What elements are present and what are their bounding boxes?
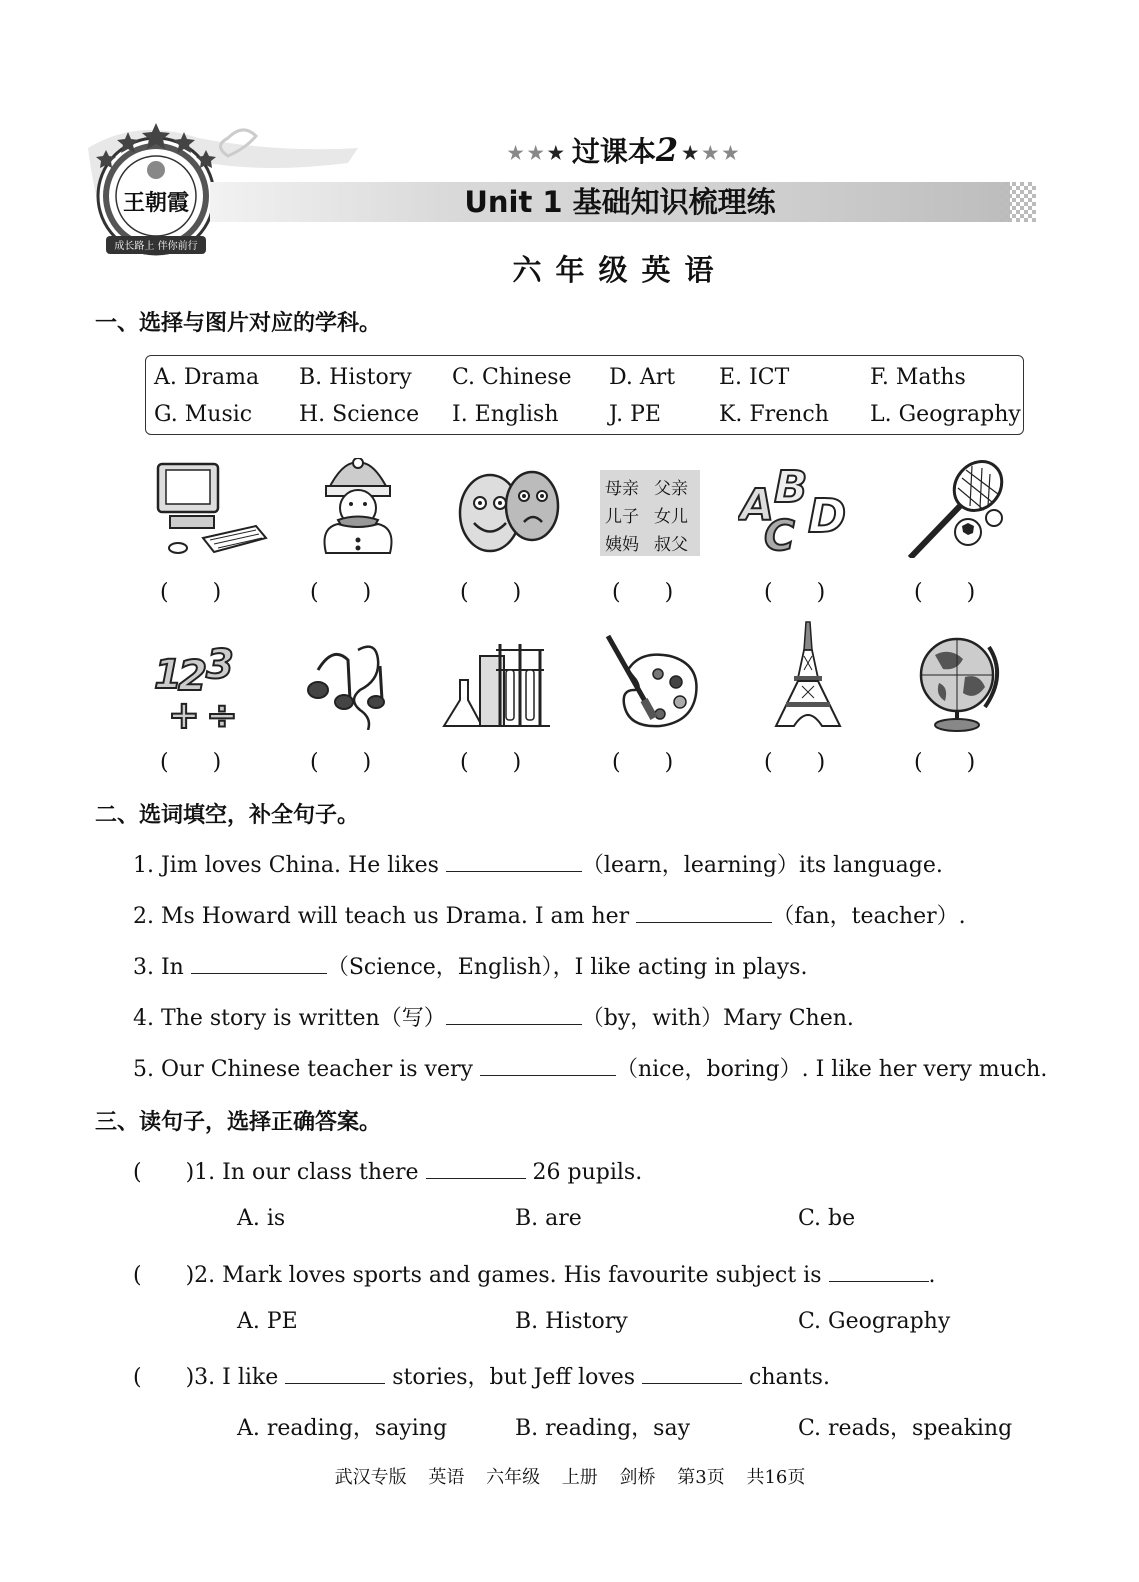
question-2: ( )2. Mark loves sports and games. His favourite subject is . <box>133 1258 936 1289</box>
letter-d: D <box>808 489 847 543</box>
answer-paren[interactable]: ( ) <box>764 580 826 605</box>
choice-a[interactable]: A. reading，saying <box>237 1416 448 1441</box>
option-d: D. Art <box>609 365 676 390</box>
option-i: I. English <box>452 402 559 427</box>
question-3: ( )3. I like stories，but Jeff loves chants. <box>133 1360 830 1391</box>
stars-left-icon: ★★ <box>507 143 548 164</box>
option-c: C. Chinese <box>452 365 572 390</box>
fill-sentence: 5. Our Chinese teacher is very （nice，boring）. I like her very much. <box>133 1052 1047 1083</box>
footer-page: 第3页 <box>677 1467 725 1488</box>
stars-right-icon: ★★ <box>702 143 743 164</box>
option-k: K. French <box>719 402 829 427</box>
fill-sentence: 1. Jim loves China. He likes （learn，learning）its language. <box>133 848 943 879</box>
digit-3: 3 <box>206 642 234 688</box>
answer-paren[interactable]: ( ) <box>133 1365 195 1390</box>
option-h: H. Science <box>299 402 420 427</box>
answer-blank[interactable] <box>285 1361 385 1384</box>
eiffel-tower-icon <box>748 620 868 720</box>
series-number: 2 <box>655 131 679 169</box>
science-lab-icon <box>440 630 560 730</box>
answer-blank[interactable] <box>426 1156 526 1179</box>
answer-paren[interactable]: ( ) <box>160 750 222 775</box>
option-l: L. Geography <box>870 402 1021 427</box>
answer-blank[interactable] <box>642 1361 742 1384</box>
tennis-racket-ball-icon <box>900 458 1020 558</box>
answer-paren[interactable]: ( ) <box>460 580 522 605</box>
card-word: 女儿 <box>654 507 688 527</box>
series-label: ★★★ 过课本2 ★★★ <box>507 131 743 169</box>
banner-checker-decoration <box>1000 182 1036 222</box>
answer-paren[interactable]: ( ) <box>764 750 826 775</box>
answer-blank[interactable] <box>829 1259 929 1282</box>
numbers-math-icon <box>148 630 268 730</box>
unit-title: Unit 1 基础知识梳理练 <box>464 185 776 219</box>
grade-subject: 六年级英语 <box>512 253 728 287</box>
series-text: 过课本 <box>571 135 656 168</box>
card-word: 姨妈 <box>605 535 639 555</box>
answer-blank[interactable] <box>446 849 582 872</box>
footer-publisher: 剑桥 <box>619 1467 656 1488</box>
art-palette-icon <box>600 630 720 730</box>
choice-b[interactable]: B. History <box>515 1309 628 1334</box>
choice-c[interactable]: C. Geography <box>798 1309 951 1334</box>
digit-1: 1 <box>154 652 182 698</box>
brand-name: 王朝霞 <box>122 190 190 216</box>
answer-paren[interactable]: ( ) <box>612 750 674 775</box>
page-footer <box>230 1463 910 1489</box>
section3-heading: 三、读句子，选择正确答案。 <box>95 1110 382 1135</box>
globe-icon <box>905 625 1025 725</box>
option-g: G. Music <box>154 402 253 427</box>
answer-blank[interactable] <box>636 900 772 923</box>
brand-motto: 成长路上 伴你前行 <box>114 241 198 252</box>
chinese-words-card <box>600 470 700 556</box>
digit-2: 2 <box>178 651 208 700</box>
letter-b: B <box>774 462 808 513</box>
plus-sign: + <box>168 693 200 730</box>
answer-blank[interactable] <box>480 1053 616 1076</box>
option-b: B. History <box>299 365 412 390</box>
answer-paren[interactable]: ( ) <box>914 580 976 605</box>
fill-sentence: 3. In （Science，English），I like acting in plays. <box>133 950 807 981</box>
divide-sign: ÷ <box>206 693 238 730</box>
fill-sentence: 4. The story is written（写） （by，with）Mary Chen. <box>133 1001 854 1032</box>
choice-a[interactable]: A. is <box>237 1206 286 1231</box>
choice-c[interactable]: C. be <box>798 1206 856 1231</box>
music-notes-icon <box>298 630 418 730</box>
card-word: 父亲 <box>654 479 688 499</box>
option-j: J. PE <box>609 402 661 427</box>
answer-paren[interactable]: ( ) <box>460 750 522 775</box>
answer-paren[interactable]: ( ) <box>160 580 222 605</box>
choice-b[interactable]: B. are <box>515 1206 582 1231</box>
snowman-icon <box>298 458 418 558</box>
card-word: 儿子 <box>605 507 639 527</box>
section1-heading: 一、选择与图片对应的学科。 <box>95 311 382 336</box>
option-a: A. Drama <box>154 365 260 390</box>
question-1: ( )1. In our class there 26 pupils. <box>133 1155 642 1186</box>
letter-c: C <box>764 511 795 558</box>
footer-volume: 上册 <box>561 1467 598 1488</box>
option-e: E. ICT <box>719 365 790 390</box>
option-f: F. Maths <box>870 365 966 390</box>
card-word: 叔父 <box>654 535 688 555</box>
footer-edition: 武汉专版 <box>334 1467 407 1488</box>
card-word: 母亲 <box>605 479 639 499</box>
choice-c[interactable]: C. reads，speaking <box>798 1416 1013 1441</box>
letter-a: A <box>740 480 775 531</box>
answer-paren[interactable]: ( ) <box>133 1160 195 1185</box>
section2-heading: 二、选词填空，补全句子。 <box>95 803 360 828</box>
options-box <box>145 355 1024 435</box>
choice-b[interactable]: B. reading，say <box>515 1416 691 1441</box>
footer-total: 共16页 <box>746 1467 806 1488</box>
answer-paren[interactable]: ( ) <box>133 1263 195 1288</box>
footer-subject: 英语 <box>428 1467 465 1488</box>
computer-icon <box>148 458 268 558</box>
answer-paren[interactable]: ( ) <box>310 580 372 605</box>
choice-a[interactable]: A. PE <box>237 1309 298 1334</box>
answer-paren[interactable]: ( ) <box>612 580 674 605</box>
answer-blank[interactable] <box>191 951 327 974</box>
alphabet-letters-icon <box>738 458 858 558</box>
footer-grade: 六年级 <box>486 1467 541 1488</box>
answer-paren[interactable]: ( ) <box>914 750 976 775</box>
drama-masks-icon <box>450 458 570 558</box>
fill-sentence: 2. Ms Howard will teach us Drama. I am her （fan，teacher）. <box>133 899 966 930</box>
answer-paren[interactable]: ( ) <box>310 750 372 775</box>
answer-blank[interactable] <box>446 1002 582 1025</box>
